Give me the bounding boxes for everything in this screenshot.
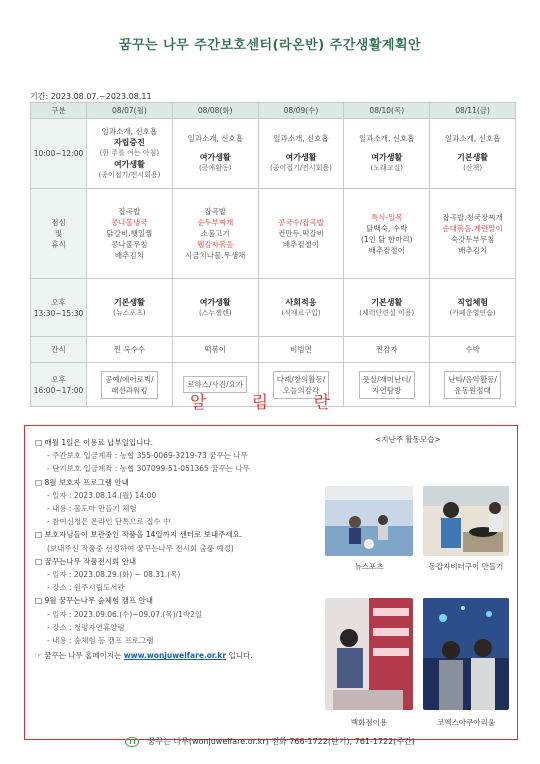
header-day: 08/07(월)	[87, 103, 173, 119]
header-day: 08/10(목)	[344, 103, 430, 119]
cell-sub: (산책)	[463, 164, 483, 172]
cell-sub: (스누젤렌)	[198, 308, 232, 317]
snack-cell: 떡볶이	[172, 337, 258, 363]
homepage-link[interactable]: www.wonjuwelfare.or.kr	[123, 651, 227, 661]
cell-title: 여가생활	[285, 153, 317, 162]
schedule-period: 기간: 2023.08.07.~2023.08.11	[30, 92, 152, 101]
menu-item: 배추김치	[114, 251, 144, 260]
logo-icon	[125, 737, 139, 747]
menu-item: 시금치나물.무생채	[185, 251, 246, 260]
header-day: 08/09(수)	[258, 103, 344, 119]
notice-detail: - 일자 : 2023.08.14.(월) 14:00	[47, 490, 157, 500]
activity-line: 오늘의감각	[282, 385, 320, 395]
morning-cell	[344, 119, 430, 189]
menu-item: 닭갈비.햇일찜	[106, 229, 153, 238]
notice-detail: - 장소 : 원주시립도서관	[47, 583, 125, 593]
snack-cell: 찐 옥수수	[87, 337, 173, 363]
notice-detail: - 단기보호 입금계좌 : 농협 307099-51-051365 꿈꾸는 나무	[47, 464, 250, 474]
activity-line: 패션과워킹	[111, 385, 148, 395]
header-day: 08/11(금)	[430, 103, 516, 119]
cell-title: 직업체험	[457, 297, 489, 307]
notice-list	[35, 436, 335, 662]
menu-item: 콩나물무침	[111, 240, 148, 249]
notice-heading: □ 꿈꾸는나무 작품전시회 안내	[35, 556, 137, 566]
afternoon1-row	[31, 279, 516, 337]
menu-item: 잡곡밥	[118, 207, 141, 216]
menu-item: 컨만두.떡갈비	[278, 229, 324, 238]
cell-sub: (한 주를 여는 아침)	[99, 149, 160, 157]
lunch-row	[31, 189, 516, 279]
morning-time-label: 10:00~12:00	[31, 119, 87, 189]
cell-text: 일과소개, 신호흡	[273, 134, 329, 143]
cell-sub: (뉴스포츠)	[113, 308, 146, 317]
notice-detail: (보내주신 작품중 선정하여 꿈꾸는나무 전시회 출품 예정)	[47, 543, 234, 553]
cell-title: 기본생활	[457, 153, 489, 162]
morning-row	[31, 119, 516, 189]
time-label: 오후	[51, 374, 66, 384]
lunch-label-2: 및	[54, 229, 63, 238]
schedule-header-row	[31, 103, 516, 119]
cell-text: 일과소개, 신호흡	[359, 134, 415, 143]
menu-item: 콩나물냉국	[111, 218, 148, 227]
morning-cell	[87, 119, 173, 189]
notice-heading: □ 8월 보호자 프로그램 안내	[35, 477, 129, 487]
homepage-prefix: ☞ 꿈꾸는 나무 홈페이지는	[35, 651, 122, 661]
homepage-line	[35, 649, 335, 662]
cell-title: 여가생활	[113, 160, 145, 169]
time-range: 16:00~17:00	[33, 385, 84, 395]
menu-item: (1인 닭 한마리)	[360, 234, 413, 244]
cell-text: 일과소개, 신호흡	[101, 127, 158, 136]
photo-cooking	[423, 486, 509, 556]
snack-row	[31, 337, 516, 363]
cell-title: 기본생활	[371, 297, 403, 307]
activity-line: 다례/창의활동/	[276, 374, 326, 384]
cell-title: 여가생활	[371, 153, 403, 162]
notice-heading: □ 9월 꿈꾸는나무 숲체험 캠프 안내	[35, 596, 153, 606]
lunch-menu-cell	[172, 189, 258, 279]
menu-item: 배추겉절이	[368, 245, 405, 255]
morning-cell	[430, 119, 516, 189]
snack-label: 간식	[31, 337, 87, 363]
menu-item: 순두부찌개	[197, 218, 234, 227]
menu-item: 숙갓두부무침	[450, 234, 495, 244]
time-range: 13:30~15:30	[33, 308, 84, 318]
footer-contact: 꿈꾸는 나무(wonjuwelfare.or.kr) 전화 766-1722(단기), 761-1722(주간)	[147, 737, 415, 746]
notice-detail: - 일자 : 2023.09.06.(수)~09.07.(목)/1박2일	[47, 609, 203, 619]
afternoon1-cell	[430, 279, 516, 337]
cell-title: 여가생활	[199, 297, 231, 307]
afternoon1-cell	[172, 279, 258, 337]
afternoon1-label	[31, 279, 87, 337]
menu-item: 잡곡밥.청국장찌개	[442, 212, 503, 222]
snack-cell: 비빔면	[258, 337, 344, 363]
caption-cooking: 동갑자비터구이 만들기	[428, 562, 504, 571]
morning-cell	[258, 119, 344, 189]
lunch-menu-cell	[344, 189, 430, 279]
cell-title: 사회적응	[285, 297, 317, 307]
cell-sub: (식재료구입)	[281, 308, 321, 317]
menu-item: 콩국수/잡곡밥	[277, 218, 324, 227]
menu-item: 배추겉절이	[282, 240, 320, 249]
lunch-menu-cell	[258, 189, 344, 279]
menu-item: 닭백숙, 수박	[366, 223, 408, 233]
activity-line: 자연탐방	[372, 385, 402, 395]
homepage-suffix: 입니다.	[228, 651, 253, 661]
photo-news-sports	[325, 486, 413, 556]
cell-title: 자립증진	[113, 138, 145, 147]
lunch-label-1: 점심	[51, 218, 66, 227]
menu-item: 웰감자볶음	[197, 240, 234, 249]
afternoon1-cell	[258, 279, 344, 337]
cell-sub: (체력단련실 이용)	[359, 308, 415, 317]
cell-sub: (종이접기/전시회용)	[270, 164, 332, 172]
header-category: 구분	[31, 103, 87, 119]
activity-line: 풋살/재미난터/	[362, 374, 412, 384]
notice-detail: - 장소 : 청평자연휴양림	[47, 622, 125, 632]
activity-line: 로하스/사진/요가	[187, 380, 244, 389]
notice-title: 알 림 란	[189, 393, 351, 413]
cell-sub: (공예활동)	[198, 164, 232, 172]
notice-detail: - 참여신청은 온라인 단톡으로 접수 中	[47, 517, 171, 527]
cell-title: 기본생활	[113, 297, 145, 307]
notice-detail: - 일자 : 2023.08.29.(화) ~ 08.31.(목)	[47, 570, 181, 580]
photo-department-store	[325, 598, 413, 710]
snack-cell: 수박	[430, 337, 516, 363]
activity-line: 운동원정대	[454, 385, 491, 395]
time-label: 오후	[51, 297, 66, 307]
activity-line: 공예/에어로빅/	[105, 374, 154, 384]
menu-item: 소불고기	[200, 229, 230, 238]
photo-aquarium	[423, 598, 509, 710]
activity-line: 난타/음악활동/	[448, 374, 497, 384]
lunch-label	[31, 189, 87, 279]
notice-heading: □ 매월 1일은 이용료 납부일입니다.	[35, 438, 153, 447]
cell-sub: (카페운영연습)	[449, 308, 496, 317]
cell-sub: (종이접기/전시회용)	[98, 171, 161, 179]
cell-title: 여가생활	[199, 153, 231, 162]
schedule-table	[30, 102, 516, 407]
notice-detail: - 주간보호 입금계좌 : 농협 355-0069-3219-73 꿈꾸는 나무	[47, 451, 248, 461]
caption-department-store: 백화점이용	[350, 718, 388, 727]
cell-text: 일과소개, 신호흡	[187, 134, 243, 143]
cell-text: 일과소개, 신호흡	[444, 134, 501, 143]
afternoon1-cell	[344, 279, 430, 337]
lunch-menu-cell	[87, 189, 173, 279]
menu-item: 배추김치	[458, 245, 488, 255]
afternoon1-cell	[87, 279, 173, 337]
notice-detail: - 내용 : 숲체험 등 캠프 프로그램	[47, 636, 154, 646]
notice-detail: - 내용 : 물도마 만들기 체험	[47, 504, 137, 514]
gallery-title: <지난주 활동모습>	[375, 435, 441, 444]
menu-item: 순대볶음.계란말이	[442, 223, 503, 233]
menu-item: 잡곡밥	[204, 207, 227, 216]
page-title: 꿈꾸는 나무 주간보호센터(라온반) 주간생활계획안	[118, 38, 422, 53]
menu-item: 특식-밀목	[370, 212, 403, 222]
cell-sub: (노래교실)	[370, 164, 404, 172]
lunch-label-3: 휴식	[51, 240, 66, 249]
header-day: 08/08(화)	[172, 103, 258, 119]
snack-cell: 찐감자	[344, 337, 430, 363]
caption-aquarium: 코엑스아쿠아리움	[437, 718, 495, 727]
lunch-menu-cell	[430, 189, 516, 279]
notice-box	[24, 425, 518, 740]
notice-heading: □ 보호자님들이 보관중인 작품을 14일까지 센터로 보내주세요.	[35, 530, 243, 540]
footer	[0, 736, 540, 747]
morning-cell	[172, 119, 258, 189]
caption-news-sports: 뉴스포츠	[354, 562, 384, 571]
